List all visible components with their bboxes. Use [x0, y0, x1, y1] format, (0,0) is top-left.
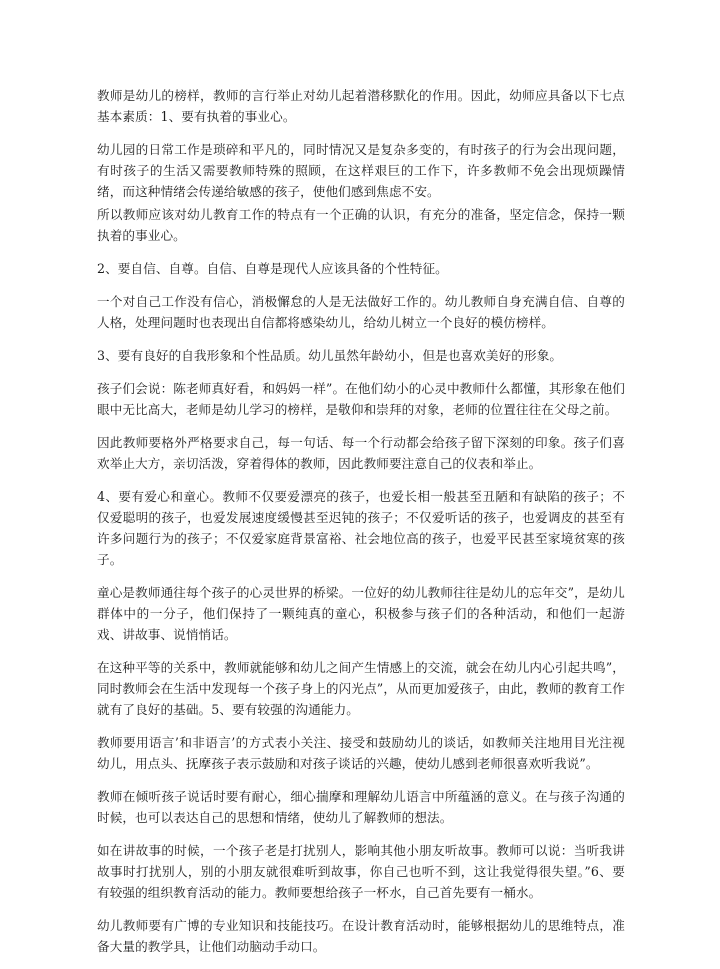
- paragraph: 幼儿园的日常工作是琐碎和平凡的，同时情况又是复杂多变的，有时孩子的行为会出现问题，有时孩子的生活又需要教师特殊的照顾，在这样艰巨的工作下，许多教师不免会出现烦躁情绪，而这种情绪会传递给敏感的孩子，使他们感到焦虑不安。: [97, 142, 625, 199]
- paragraph: 在这种平等的关系中，教师就能够和幼儿之间产生情感上的交流，就会在幼儿内心引起共鸣”，同时教师会在生活中发现每一个孩子身上的闪光点”，从而更加爱孩子，由此，教师的教育工作就有了良好的基础。5、要有较强的沟通能力。: [97, 660, 625, 717]
- paragraph: 教师在倾听孩子说话时要有耐心，细心揣摩和理解幼儿语言中所蕴涵的意义。在与孩子沟通的时候，也可以表达自己的思想和情绪，使幼儿了解教师的想法。: [97, 789, 625, 825]
- paragraph: 如在讲故事的时候，一个孩子老是打扰别人，影响其他小朋友听故事。教师可以说：当听我讲故事时打扰别人，别的小朋友就很难听到故事，你自己也听不到，这让我觉得很失望。”6、要有较强的组织教育活动的能力。教师要想给孩子一杯水，自己首先要有一桶水。: [97, 843, 625, 900]
- paragraph: 孩子们会说：陈老师真好看，和妈妈一样”。在他们幼小的心灵中教师什么都懂，其形象在他们眼中无比高大，老师是幼儿学习的榜样，是敬仰和崇拜的对象，老师的位置往往在父母之前。: [97, 381, 625, 417]
- document-body: [97, 85, 625, 969]
- paragraph: 童心是教师通往每个孩子的心灵世界的桥梁。一位好的幼儿教师往往是幼儿的忘年交”，是幼儿群体中的一分子，他们保持了一颗纯真的童心，积极参与孩子们的各种活动，和他们一起游戏、讲故事、说悄悄话。: [97, 585, 625, 642]
- paragraph: 所以教师应该对幼儿教育工作的特点有一个正确的认识，有充分的准备，坚定信念，保持一颗执着的事业心。: [97, 207, 625, 243]
- paragraph: 幼儿教师要有广博的专业知识和技能技巧。在设计教育活动时，能够根据幼儿的思维特点，准备大量的教学具，让他们动脑动手动口。: [97, 918, 625, 954]
- paragraph: 3、要有良好的自我形象和个性品质。幼儿虽然年龄幼小，但是也喜欢美好的形象。: [97, 348, 563, 363]
- paragraph: 4、要有爱心和童心。教师不仅要爱漂亮的孩子，也爱长相一般甚至丑陋和有缺陷的孩子；不仅爱聪明的孩子，也爱发展速度缓慢甚至迟钝的孩子；不仅爱听话的孩子，也爱调皮的甚至有许多问题行为的孩子；不仅爱家庭背景富裕、社会地位高的孩子，也爱平民甚至家境贫寒的孩子。: [97, 489, 625, 567]
- paragraph: 教师要用语言’和非语言’的方式表小关注、接受和鼓励幼儿的谈话，如教师关注地用目光注视幼儿，用点头、抚摩孩子表示鼓励和对孩子谈话的兴趣，使幼儿感到老师很喜欢听我说”。: [97, 735, 625, 771]
- paragraph: 2、要自信、自尊。自信、自尊是现代人应该具备的个性特征。: [97, 261, 448, 276]
- paragraph: 教师是幼儿的榜样，教师的言行举止对幼儿起着潜移默化的作用。因此，幼师应具备以下七点基本素质：1、要有执着的事业心。: [97, 88, 625, 124]
- paragraph: 一个对自己工作没有信心，消极懈怠的人是无法做好工作的。幼儿教师自身充满自信、自尊的人格，处理问题时也表现出自信都将感染幼儿，给幼儿树立一个良好的模仿榜样。: [97, 294, 625, 330]
- paragraph: 因此教师要格外严格要求自己，每一句话、每一个行动都会给孩子留下深刻的印象。孩子们喜欢举止大方，亲切活泼，穿着得体的教师，因此教师要注意自己的仪表和举止。: [97, 435, 625, 471]
